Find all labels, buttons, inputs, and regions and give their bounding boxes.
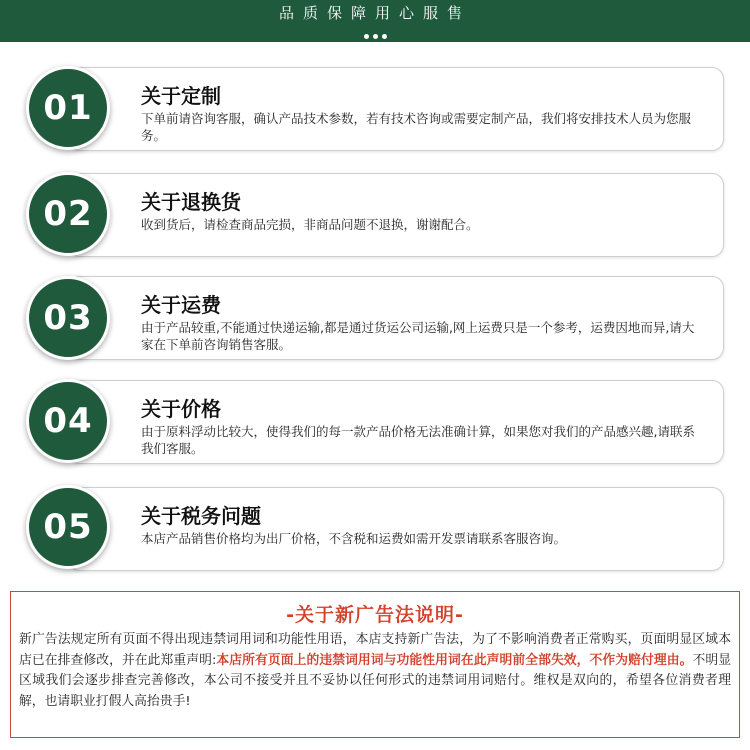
notice-title: -关于新广告法说明- — [286, 604, 464, 626]
card-description: 本店产品销售价格均为出厂价格，不含税和运费如需开发票请联系客服咨询。 — [141, 531, 567, 546]
header-title: 品质保障用心服售 — [278, 4, 471, 22]
card-title: 关于定制 — [141, 84, 221, 108]
service-card-tax — [68, 487, 724, 571]
header-dots — [0, 24, 750, 43]
service-card-returns — [68, 173, 724, 257]
service-card-shipping — [68, 276, 724, 360]
notice-text: 新广告法规定所有页面不得出现违禁词用词和功能性用语，本店支持新广告法，为了不影响消费者正常购买，页面明显区域本店已在排查修改，并在此郑重声明: — [19, 632, 731, 668]
card-description: 由于原料浮动比较大，使得我们的每一款产品价格无法准确计算，如果您对我们的产品感兴趣,请联系我们客服。 — [141, 424, 695, 456]
number-badge: 04 — [26, 379, 110, 463]
dot — [382, 34, 387, 39]
header-banner — [0, 0, 750, 42]
card-description: 收到货后，请检查商品完损，非商品问题不退换，谢谢配合。 — [141, 217, 479, 232]
card-description: 下单前请咨询客服，确认产品技术参数，若有技术咨询或需要定制产品，我们将安排技术人员为您服务。 — [141, 111, 692, 143]
ad-law-notice — [10, 591, 740, 738]
service-card-price — [68, 380, 724, 464]
number-badge: 02 — [26, 172, 110, 256]
notice-body — [19, 630, 731, 712]
number-badge: 03 — [26, 276, 110, 360]
service-card-custom — [68, 67, 724, 151]
dot — [373, 34, 378, 39]
card-title: 关于税务问题 — [141, 504, 261, 528]
card-title: 关于退换货 — [141, 190, 241, 214]
card-description: 由于产品较重,不能通过快递运输,都是通过货运公司运输,网上运费只是一个参考，运费因地而异,请大家在下单前咨询销售客服。 — [141, 320, 695, 352]
notice-highlight: 本店所有页面上的违禁词用词与功能性用词在此声明前全部失效，不作为赔付理由。 — [216, 652, 693, 668]
number-badge: 05 — [26, 485, 110, 569]
card-title: 关于运费 — [141, 293, 221, 317]
notice-text: 不明显区域我们会逐步排查完善修改，本公司不接受并且不妥协以任何形式的违禁词用词赔付。维权是双向的，希望各位消费者理解，也请职业打假人高抬贵手! — [19, 652, 732, 709]
dot — [364, 34, 369, 39]
number-badge: 01 — [26, 66, 110, 150]
card-title: 关于价格 — [141, 397, 221, 421]
